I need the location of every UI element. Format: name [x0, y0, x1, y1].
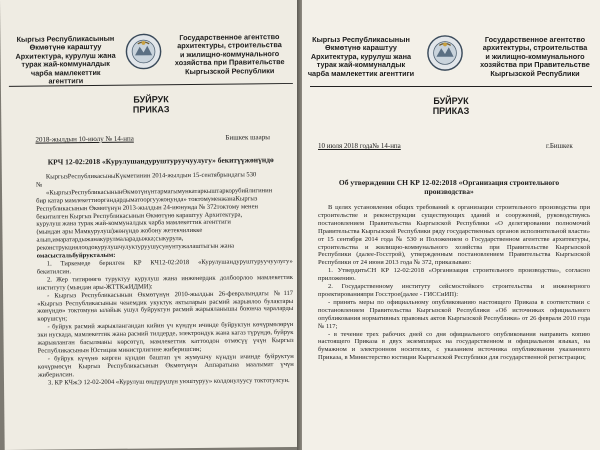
document-title: Об утверждении СН КР 12-02:2018 «Организация строительного производства»: [338, 178, 560, 196]
right-header: [302, 36, 600, 92]
document-body: КыргызРеспубликасыныКүкметинин 2014-жылдын 15-сентябрындагы 530 № «КыргызРеспубликасынынӨкмөтүнүнтармагымункатаркыштаркорубийлигинин бир катар мамлекеттиоргандардыматооргуужоңунда» токтомуменжанаКыргыз Республикасынын Өкмөтүнүн 2013-жылдын 24-июнунда № 372токтому менен бекитилген Кыргыз Республикасынын Өкмөтүнө караштуу Архитектура, курулуш жана турак жай-коммуналдык чарба мамлекеттик агенттиги (мындан ары Мамкурулуш)жөнүндө жобону жетекчиликке алып,имаратардыжанакурулмаларадыжка;сыкурула, реконструкциялоодокурулушчулуктуруушусунунтужалаштыгын жана омасыстальбуйрукталым: 1. Тиркемеде берилген КР КЧ12-02:2018 «Курулушандуруштуруучуулугу» бекитилсин. 2. Жер титирөөгө туруктуу курулуш жана инженердик долбоорлоо мамлекеттик институту (мындан ары-ЖТТКжИДМИ): - Кыргыз Республикасынын Өкмөтүнүн 2010-жылдын 26-февралындагы №117 «Кыргыз Республикасынын ченемдик укуктук актыларын расмий жарыялоо булактары жөнүндө» токтомуна ылайык ушул буйруктун расмий жарыяланышы боюнча чараларды көрүшсүн; - буйрук расмий жарыялангандан кийин үч күндүн ичинде буйруктун көчүрмөлөрүн эки нускада, мамлекеттик жана расмий тилдерде, электрондук жана кагаз түрүндө, буйрук жарыяланган басылманы көрсөтүп, мамлекеттик каттоодон өтмөсүү үчүн Кыргыз Республикасынын Юстиция министрлигине жиберишсин; - буйрук күчүнө кирген күндөн баштап үч жумушчу күндүн ичинде буйруктун көчүрмөсүн Кыргыз Республикасынын Өкмөтүнүн Аппаратына маалымат үчүн жиберилсин. 3. КР КЧжЭ 12-02-2004 «Курулуш өндүрүшүн уюштуруу» колдонулуусу токтотулсун.: [35, 171, 294, 387]
document-city: Бишкек шаары: [225, 133, 270, 142]
right-document-page: [302, 0, 600, 450]
document-date: 10 июля 2018 года№ 14-нпа: [318, 142, 401, 150]
document-date: 2018-жылдын 10-июлу № 14-нпа: [35, 134, 134, 144]
header-divider: [310, 86, 592, 87]
list-item: - буйрук күчүнө кирген күндөн баштап үч жумушчу күндүн ичинде буйруктун көчүрмөсүн Кыргыз Республикасынын Өкмөтүнүн Аппаратына маалымат үчүн жиберилсин.: [37, 352, 294, 379]
document-title: КРЧ 12-02:2018 «Курулушандуруштуруучуулугу» бекитүүжөнүндө: [47, 155, 274, 167]
left-header-kyrgyz: Кыргыз Республикасынын Өкмөтүнө караштуу Архитектура, курулуш жана турак жай-коммуналдык чарба мамлекеттик агенттиги: [15, 33, 116, 86]
document-body: В целях установления общих требований к организации строительного производства при строительстве и реконструкции существующих зданий и сооружений, руководствуясь постановлением Правительства Кыргызской Республики «О делегировании полномочий Правительства Кыргызской Республики ряду государственных органов исполнительной власти» от 15 сентября 2014 года № 530 и Положением о Государственном агентстве архитектуры, строительства и жилищно-коммунального хозяйства при Правительстве Кыргызской Республики (далее-Госстрой), утвержденным постановлением Правительства Кыргызской Республики от 24 июня 2013 года № 372, приказываю: 1. УтвердитьСН КР 12-02:2018 «Организация строительного производства», согласно приложению. 2. Государственному институту сейсмостойкого строительства и инженерного проектированияпри Госстрое(далее - ГИССиИП): - принять меры по официальному опубликованию настоящего Приказа в соответствии с постановлением Правительства Кыргызской Республики «Об источниках официального опубликования нормативных правовых актов Кыргызской Республики» от 26 февраля 2010 года № 117; - в течение трех рабочих дней со дня официального опубликования направить копию настоящего Приказа в двух экземплярах на государственном и официальном языках, на бумажном и электронном носителях, с указанием источника опубликования указанного Приказа, в Министерство юстиции Кыргызской Республики для государственной регистрации;: [318, 204, 590, 362]
order-heading: БУЙРУК ПРИКАЗ: [432, 96, 470, 116]
left-header-russian: Государственное агентство архитектуры, строительства и жилищно-коммунального хозяйства при Правительстве Кыргызской Республики: [174, 32, 285, 76]
state-emblem-icon: [124, 32, 162, 70]
list-item: 2. Жер титирөөгө туруктуу курулуш жана инженердик долбоорлоо мамлекеттик институту (мындан ары-ЖТТКжИДМИ):: [36, 273, 293, 292]
right-header-kyrgyz: Кыргыз Республикасынын Өкмөтүнө караштуу Архитектура, курулуш жана турак жай-коммуналдык чарба мамлекеттик агенттиги: [307, 35, 415, 78]
list-item: 3. КР КЧжЭ 12-02-2004 «Курулуш өндүрүшүн уюштуруу» колдонулуусу токтотулсун.: [47, 376, 290, 387]
document-city: г.Бишкек: [546, 142, 573, 150]
list-item: 1. Тиркемеде берилген КР КЧ12-02:2018 «Курулушандуруштуруучуулугу» бекитилсин.: [36, 257, 293, 276]
order-heading: БУЙРУК ПРИКАЗ: [132, 94, 170, 115]
right-header-russian: Государственное агентство архитектуры, строительства и жилищно-коммунального хозяйства при Правительстве Кыргызской Республики: [480, 35, 590, 78]
list-item: - Кыргыз Республикасынын Өкмөтүнүн 2010-жылдын 26-февралындагы №117 «Кыргыз Республикасынын ченемдик укуктук актыларын расмий жарыялоо булактары жөнүндө» токтомуна ылайык ушул буйруктун расмий жарыяланышы боюнча чараларды көрүшсүн;: [37, 289, 294, 323]
list-item: - буйрук расмий жарыялангандан кийин үч күндүн ичинде буйруктун көчүрмөлөрүн эки нускада, мамлекеттик жана расмий тилдерде, электрондук жана кагаз түрүндө, буйрук жарыяланган басылманы көрсөтүп, мамлекеттик каттоодон өтмөсүү үчүн Кыргыз Республикасынын Юстиция министрлигине жиберишсин;: [37, 321, 294, 355]
state-emblem-icon: [426, 34, 464, 72]
